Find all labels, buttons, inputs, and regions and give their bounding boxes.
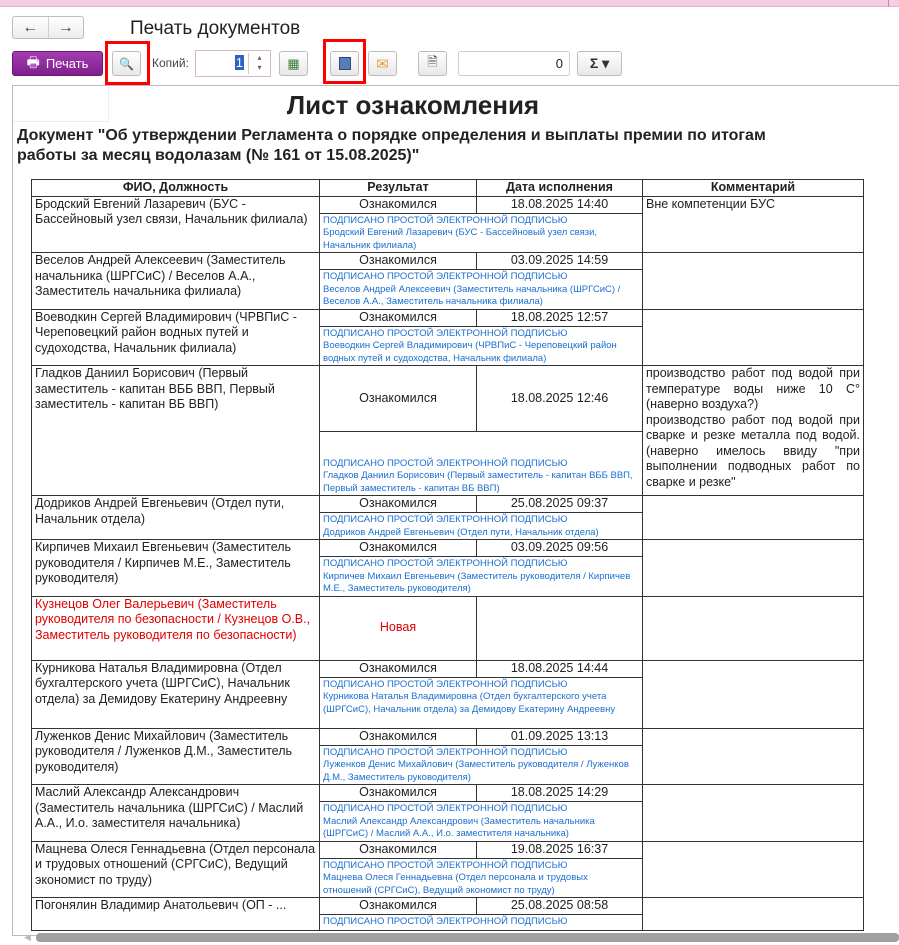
signature-cell: ПОДПИСАНО ПРОСТОЙ ЭЛЕКТРОННОЙ ПОДПИСЬЮ Кирпичев Михаил Евгеньевич (Заместитель руководителя / Кирпичев М.Е., Заместитель руководителя) (320, 557, 643, 597)
signature-cell: ПОДПИСАНО ПРОСТОЙ ЭЛЕКТРОННОЙ ПОДПИСЬЮ Курникова Наталья Владимировна (Отдел бухгалтерского учета (ШРГСиС), Начальник отдела) за Демидову Екатерину Андреевну (320, 677, 643, 728)
signature-cell: ПОДПИСАНО ПРОСТОЙ ЭЛЕКТРОННОЙ ПОДПИСЬЮ Маслий Александр Александрович (Заместитель начальника (ШРГСиС) / Маслий А.А., И.о. заместителя начальника) (320, 802, 643, 842)
person-name-position: Воеводкин Сергей Владимирович (ЧРВПиС - Череповецкий район водных путей и судоходства, Начальник филиала) (32, 309, 320, 366)
person-name-position: Курникова Наталья Владимировна (Отдел бухгалтерского учета (ШРГСиС), Начальник отдела) за Демидову Екатерину Андреевну (32, 660, 320, 728)
preview-button[interactable] (112, 51, 141, 76)
date-cell (477, 596, 643, 660)
table-row (32, 660, 864, 677)
person-name-position: Маслий Александр Александрович (Заместитель начальника (ШРГСиС) / Маслий А.А., И.о. заместителя начальника) (32, 785, 320, 842)
table-row (32, 728, 864, 745)
number-field[interactable]: 0 (458, 51, 570, 76)
signature-cell: ПОДПИСАНО ПРОСТОЙ ЭЛЕКТРОННОЙ ПОДПИСЬЮ Бродский Евгений Лазаревич (БУС - Бассейновый узел связи, Начальник филиала) (320, 213, 643, 253)
export-button[interactable] (418, 51, 447, 76)
date-cell: 03.09.2025 14:59 (477, 253, 643, 270)
comment-cell (643, 785, 864, 842)
table-row (32, 496, 864, 513)
date-cell: 03.09.2025 09:56 (477, 540, 643, 557)
column-header: Дата исполнения (477, 180, 643, 197)
result-cell: Ознакомился (320, 366, 477, 432)
copies-label: Копий: (152, 56, 189, 70)
signature-cell: ПОДПИСАНО ПРОСТОЙ ЭЛЕКТРОННОЙ ПОДПИСЬЮ Веселов Андрей Алексеевич (Заместитель начальника (ШРГСиС) / Веселов А.А., Заместитель начальника филиала) (320, 270, 643, 310)
signature-cell: ПОДПИСАНО ПРОСТОЙ ЭЛЕКТРОННОЙ ПОДПИСЬЮ Воеводкин Сергей Владимирович (ЧРВПиС - Череповецкий район водных путей и судоходства, Начальник филиала) (320, 326, 643, 366)
scrollbar-thumb[interactable] (36, 933, 899, 942)
result-cell: Ознакомился (320, 728, 477, 745)
person-name-position: Бродский Евгений Лазаревич (БУС - Бассейновый узел связи, Начальник филиала) (32, 196, 320, 253)
comment-cell: Вне компетенции БУС (643, 196, 864, 253)
print-button-label: Печать (45, 56, 89, 71)
column-header: Результат (320, 180, 477, 197)
table-row (32, 196, 864, 213)
person-name-position: Веселов Андрей Алексеевич (Заместитель начальника (ШРГСиС) / Веселов А.А., Заместитель начальника филиала) (32, 253, 320, 310)
result-cell: Ознакомился (320, 898, 477, 915)
date-cell: 18.08.2025 14:29 (477, 785, 643, 802)
result-cell: Ознакомился (320, 841, 477, 858)
back-arrow-icon[interactable]: ← (22, 18, 39, 36)
table-row (32, 898, 864, 915)
table-row (32, 253, 864, 270)
save-button[interactable] (330, 51, 359, 76)
page-title: Печать документов (130, 18, 301, 39)
column-header: ФИО, Должность (32, 180, 320, 197)
column-header: Комментарий (643, 180, 864, 197)
signature-cell: ПОДПИСАНО ПРОСТОЙ ЭЛЕКТРОННОЙ ПОДПИСЬЮ (320, 915, 643, 931)
table-header-row (32, 180, 864, 197)
signature-cell: ПОДПИСАНО ПРОСТОЙ ЭЛЕКТРОННОЙ ПОДПИСЬЮ Луженков Денис Михайлович (Заместитель руководителя / Луженков Д.М., Заместитель руководителя) (320, 745, 643, 785)
date-cell: 01.09.2025 13:13 (477, 728, 643, 745)
person-name-position: Кузнецов Олег Валерьевич (Заместитель руководителя по безопасности / Кузнецов О.В., Заместитель руководителя по безопасности) (32, 596, 320, 660)
date-cell: 25.08.2025 09:37 (477, 496, 643, 513)
date-cell: 19.08.2025 16:37 (477, 841, 643, 858)
comment-cell (643, 540, 864, 597)
document-title: Лист ознакомления (286, 90, 540, 120)
comment-cell (643, 898, 864, 931)
table-edit-icon: ▦ (287, 55, 300, 71)
signature-cell: ПОДПИСАНО ПРОСТОЙ ЭЛЕКТРОННОЙ ПОДПИСЬЮ Мацнева Олеся Геннадьевна (Отдел персонала и трудовых отношений (СРГСиС), Ведущий экономист по труду) (320, 858, 643, 898)
result-cell: Ознакомился (320, 196, 477, 213)
edit-table-button[interactable] (279, 51, 308, 76)
result-cell: Ознакомился (320, 785, 477, 802)
printer-icon: 🖶 (26, 53, 40, 70)
comment-cell (643, 253, 864, 310)
person-name-position: Додриков Андрей Евгеньевич (Отдел пути, Начальник отдела) (32, 496, 320, 540)
date-cell: 18.08.2025 12:57 (477, 309, 643, 326)
table-row (32, 841, 864, 858)
result-cell: Ознакомился (320, 496, 477, 513)
comment-cell (643, 728, 864, 785)
print-button[interactable] (12, 51, 103, 76)
copies-input[interactable] (195, 50, 271, 77)
person-name-position: Кирпичев Михаил Евгеньевич (Заместитель руководителя / Кирпичев М.Е., Заместитель руководителя) (32, 540, 320, 597)
envelope-icon: ✉ (376, 55, 389, 73)
table-row (32, 309, 864, 326)
person-name-position: Мацнева Олеся Геннадьевна (Отдел персонала и трудовых отношений (СРГСиС), Ведущий экономист по труду) (32, 841, 320, 898)
date-cell: 25.08.2025 08:58 (477, 898, 643, 915)
document-arrow-icon: 🗎 (427, 53, 438, 69)
table-row (32, 785, 864, 802)
window-corner (888, 0, 889, 7)
signature-cell: ПОДПИСАНО ПРОСТОЙ ЭЛЕКТРОННОЙ ПОДПИСЬЮ Додриков Андрей Евгеньевич (Отдел пути, Начальник отдела) (320, 513, 643, 540)
copies-value: 1 (235, 55, 243, 70)
email-button[interactable] (368, 51, 397, 76)
window-top-bar (0, 0, 899, 7)
comment-cell (643, 309, 864, 366)
sum-dropdown-button[interactable]: Σ ▾ (577, 51, 622, 76)
person-name-position: Гладков Даниил Борисович (Первый заместитель - капитан ВББ ВВП, Первый заместитель - капитан ВБ ВВП) (32, 366, 320, 496)
date-cell: 18.08.2025 14:44 (477, 660, 643, 677)
person-name-position: Погонялин Владимир Анатольевич (ОП - ... (32, 898, 320, 931)
date-cell: 18.08.2025 14:40 (477, 196, 643, 213)
comment-cell: производство работ под водой при температуре воды ниже 10 С° (наверно воздуха?) производство работ под водой при сварке и резке металла под водой. (наверно имелось ввиду "при выполнении подводных работ по сварке и резке" (643, 366, 864, 496)
result-cell: Ознакомился (320, 540, 477, 557)
result-cell: Ознакомился (320, 253, 477, 270)
person-name-position: Луженков Денис Михайлович (Заместитель руководителя / Луженков Д.М., Заместитель руководителя) (32, 728, 320, 785)
copies-stepper[interactable]: ▴ ▾ (248, 53, 270, 74)
result-cell: Ознакомился (320, 309, 477, 326)
acknowledgement-table (31, 179, 864, 931)
floppy-disk-icon (339, 57, 351, 70)
table-row (32, 540, 864, 557)
comment-cell (643, 496, 864, 540)
navigation-buttons (12, 16, 84, 39)
horizontal-scrollbar[interactable] (22, 931, 899, 943)
document-subtitle: Документ "Об утверждении Регламента о порядке определения и выплаты премии по итогам работы за месяц водолазам (№ 161 от 15.08.2025)" (17, 127, 766, 164)
magnifier-page-icon: 🔍 (119, 56, 134, 71)
document-viewer[interactable] (12, 85, 899, 936)
result-cell: Ознакомился (320, 660, 477, 677)
comment-cell (643, 596, 864, 660)
table-row (32, 366, 864, 432)
comment-cell (643, 841, 864, 898)
result-cell: Новая (320, 596, 477, 660)
forward-arrow-icon[interactable]: → (48, 17, 84, 38)
comment-cell (643, 660, 864, 728)
date-cell: 18.08.2025 12:46 (477, 366, 643, 432)
signature-cell: ПОДПИСАНО ПРОСТОЙ ЭЛЕКТРОННОЙ ПОДПИСЬЮ Гладков Даниил Борисович (Первый заместитель - капитан ВББ ВВП, Первый заместитель - капитан ВБ ВВП) (320, 432, 643, 496)
scroll-left-icon[interactable]: ◀ (24, 932, 31, 942)
table-row (32, 596, 864, 660)
